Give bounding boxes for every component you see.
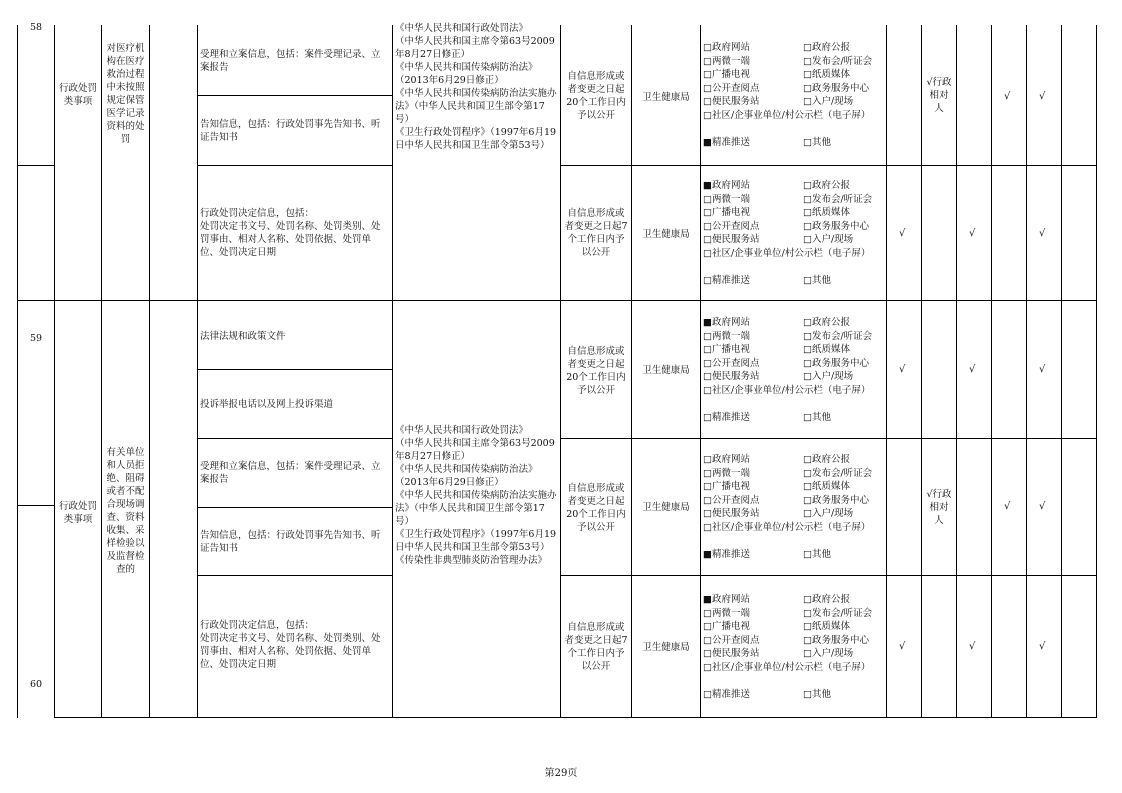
channel-label: 其他 <box>811 549 831 561</box>
channel-label: 精准推送 <box>711 689 750 701</box>
channel-label: 入户/现场 <box>811 96 854 108</box>
checkbox: □ <box>703 220 712 232</box>
grid-line <box>55 717 1096 718</box>
timing-cell: 自信息形成或者变更之日起20个工作日内予以公开 <box>566 71 626 121</box>
channel-label: 公开查阅点 <box>711 494 760 506</box>
subject-cell: 有关单位和人员拒绝、阻碍或者不配合现场调查、资料收集、采样检验以及监督检查的 <box>106 447 145 575</box>
check-mark: √ <box>969 641 976 652</box>
category-cell: 行政处罚类事项 <box>58 501 97 525</box>
checkbox: □ <box>803 454 812 465</box>
channel-label: 两微一端 <box>711 193 750 205</box>
check-mark: √ <box>1039 228 1046 239</box>
channel-label: 入户/现场 <box>811 234 854 246</box>
grid-line <box>197 165 392 166</box>
content-cell: 告知信息，包括：行政处罚事先告知书、听证告知书 <box>200 119 381 143</box>
checkbox: □ <box>803 607 812 619</box>
checkbox: □ <box>703 662 712 673</box>
channel-label: 发布会/听证会 <box>811 467 873 479</box>
grid-line <box>17 505 54 506</box>
channel-label: 社区/企事业单位/村公示栏（电子屏） <box>711 662 871 673</box>
checkbox: □ <box>803 82 812 94</box>
timing-cell: 自信息形成或者变更之日起7个工作日内予以公开 <box>564 208 628 258</box>
checkbox: □ <box>803 180 812 191</box>
channel-label: 纸质媒体 <box>811 481 850 493</box>
channel-label: 政务服务中心 <box>811 634 869 646</box>
checkbox: □ <box>703 689 712 701</box>
row-number: 60 <box>29 679 43 690</box>
check-mark: √ <box>899 641 906 652</box>
counterparty-mark: √行政相对人 <box>926 77 952 114</box>
content-cell: 投诉举报电话以及网上投诉渠道 <box>200 399 334 410</box>
grid-line <box>560 25 561 718</box>
checkbox: □ <box>803 344 812 356</box>
checkbox: □ <box>803 55 812 67</box>
channel-label: 政府网站 <box>711 42 750 53</box>
channel-label: 精准推送 <box>711 549 750 561</box>
check-mark: √ <box>899 228 906 239</box>
channel-label: 纸质媒体 <box>811 207 850 219</box>
channel-label: 发布会/听证会 <box>811 55 873 67</box>
grid-line <box>560 575 1096 576</box>
checkbox: □ <box>803 357 812 369</box>
channel-label: 政府网站 <box>711 454 750 465</box>
checkbox: □ <box>803 594 812 605</box>
grid-line <box>101 25 102 718</box>
channel-label: 其他 <box>811 137 831 149</box>
channel-label: 政务服务中心 <box>811 494 869 506</box>
checkbox: □ <box>703 412 712 424</box>
timing-cell: 自信息形成或者变更之日起20个工作日内予以公开 <box>566 346 626 396</box>
timing-cell: 自信息形成或者变更之日起7个工作日内予以公开 <box>564 622 628 672</box>
grid-line <box>392 25 393 718</box>
channel-label: 两微一端 <box>711 55 750 67</box>
grid-line <box>991 25 992 718</box>
grid-line <box>197 369 392 370</box>
checkbox: □ <box>703 234 712 246</box>
channel-label: 政府公报 <box>811 454 850 465</box>
channel-label: 精准推送 <box>711 275 750 287</box>
channel-label: 广播电视 <box>711 621 750 633</box>
grid-line <box>1026 25 1027 718</box>
agency-cell: 卫生健康局 <box>642 502 690 513</box>
checkbox: □ <box>703 522 712 533</box>
grid-line <box>956 25 957 718</box>
content-cell: 告知信息，包括：行政处罚事先告知书、听证告知书 <box>200 530 381 554</box>
channel-label: 广播电视 <box>711 69 750 81</box>
checkbox: □ <box>703 385 712 396</box>
checkbox: ■ <box>703 180 712 191</box>
content-cell: 法律法规和政策文件 <box>200 331 286 342</box>
channel-label: 政府公报 <box>811 42 850 53</box>
grid-line <box>921 25 922 718</box>
grid-line <box>17 25 18 718</box>
checkbox: □ <box>703 69 712 81</box>
check-mark: √ <box>1039 641 1046 652</box>
channel-group <box>703 179 885 293</box>
grid-line <box>54 25 55 718</box>
channel-label: 政府公报 <box>811 317 850 328</box>
grid-line <box>17 165 54 166</box>
page-number: 第29页 <box>544 768 578 779</box>
content-cell: 受理和立案信息，包括：案件受理记录、立案报告 <box>200 461 381 485</box>
checkbox: □ <box>703 110 712 121</box>
checkbox: □ <box>703 648 712 660</box>
category-cell: 行政处罚类事项 <box>58 83 97 107</box>
channel-label: 政务服务中心 <box>811 357 869 369</box>
checkbox: □ <box>803 549 812 561</box>
channel-label: 公开查阅点 <box>711 634 760 646</box>
check-mark: √ <box>1004 501 1011 512</box>
agency-cell: 卫生健康局 <box>642 642 690 653</box>
checkbox: □ <box>703 607 712 619</box>
channel-label: 其他 <box>811 412 831 424</box>
check-mark: √ <box>899 364 906 375</box>
channel-group <box>703 41 885 155</box>
channel-label: 广播电视 <box>711 481 750 493</box>
checkbox: □ <box>703 193 712 205</box>
timing-cell: 自信息形成或者变更之日起20个工作日内予以公开 <box>566 483 626 533</box>
channel-label: 发布会/听证会 <box>811 193 873 205</box>
checkbox: □ <box>703 275 712 287</box>
row-number: 58 <box>29 22 43 33</box>
channel-label: 纸质媒体 <box>811 621 850 633</box>
checkbox: □ <box>703 634 712 646</box>
checkbox: □ <box>703 508 712 520</box>
channel-label: 纸质媒体 <box>811 69 850 81</box>
checkbox: □ <box>803 330 812 342</box>
checkbox: □ <box>803 648 812 660</box>
basis-cell: 《中华人民共和国行政处罚法》 （中华人民共和国主席令第63号2009年8月27日修正） 《中华人民共和国传染病防治法》 （2013年6月29日修正） 《中华人民共和国传染病防治法实施办法》（中华人民共和国卫生部令第17号） 《卫生行政处罚程序》（1997年6月19日中华人民共和国卫生部令第53号） 《传染性非典型肺炎防治管理办法》 <box>395 425 557 566</box>
checkbox: □ <box>703 621 712 633</box>
checkbox: □ <box>703 357 712 369</box>
channel-label: 两微一端 <box>711 607 750 619</box>
channel-label: 便民服务站 <box>711 648 760 660</box>
channel-label: 精准推送 <box>711 137 750 149</box>
agency-cell: 卫生健康局 <box>642 92 690 103</box>
checkbox: □ <box>703 248 712 259</box>
check-mark: √ <box>969 228 976 239</box>
checkbox: □ <box>803 137 812 149</box>
checkbox: □ <box>803 689 812 701</box>
check-mark: √ <box>969 364 976 375</box>
checkbox: □ <box>703 344 712 356</box>
check-mark: √ <box>1039 91 1046 102</box>
channel-group <box>703 453 885 567</box>
channel-label: 发布会/听证会 <box>811 330 873 342</box>
checkbox: □ <box>803 481 812 493</box>
row-number: 59 <box>29 333 43 344</box>
channel-label: 入户/现场 <box>811 508 854 520</box>
grid-line <box>1096 25 1097 718</box>
channel-group <box>703 593 885 707</box>
channel-label: 便民服务站 <box>711 371 760 383</box>
checkbox: □ <box>703 371 712 383</box>
basis-cell: 《中华人民共和国行政处罚法》 （中华人民共和国主席令第63号2009年8月27日修正） 《中华人民共和国传染病防治法》 （2013年6月29日修正） 《中华人民共和国传染病防治法实施办法》（中华人民共和国卫生部令第17号） 《卫生行政处罚程序》（1997年6月19日中华人民共和国卫生部令第53号） <box>395 23 557 151</box>
channel-label: 纸质媒体 <box>811 344 850 356</box>
checkbox: □ <box>803 69 812 81</box>
grid-line <box>17 300 1096 301</box>
channel-label: 广播电视 <box>711 344 750 356</box>
channel-label: 政务服务中心 <box>811 220 869 232</box>
checkbox: □ <box>803 371 812 383</box>
channel-group <box>703 316 885 430</box>
channel-label: 两微一端 <box>711 467 750 479</box>
checkbox: □ <box>803 317 812 328</box>
grid-line <box>197 95 392 96</box>
channel-label: 政务服务中心 <box>811 82 869 94</box>
agency-cell: 卫生健康局 <box>642 365 690 376</box>
checkbox: □ <box>803 412 812 424</box>
checkbox: □ <box>703 494 712 506</box>
channel-label: 政府公报 <box>811 180 850 191</box>
channel-label: 入户/现场 <box>811 371 854 383</box>
content-cell: 行政处罚决定信息，包括： 处罚决定书文号、处罚名称、处罚类别、处罚事由、相对人名称、处罚依据、处罚单位、处罚决定日期 <box>200 620 381 670</box>
channel-label: 政府网站 <box>711 180 750 191</box>
channel-label: 社区/企事业单位/村公示栏（电子屏） <box>711 110 871 121</box>
checkbox: ■ <box>703 594 712 605</box>
checkbox: □ <box>803 207 812 219</box>
grid-line <box>560 165 1096 166</box>
channel-label: 政府公报 <box>811 594 850 605</box>
channel-label: 公开查阅点 <box>711 220 760 232</box>
channel-label: 社区/企事业单位/村公示栏（电子屏） <box>711 522 871 533</box>
checkbox: □ <box>703 467 712 479</box>
checkbox: ■ <box>703 317 712 328</box>
channel-label: 便民服务站 <box>711 234 760 246</box>
channel-label: 便民服务站 <box>711 508 760 520</box>
channel-label: 精准推送 <box>711 412 750 424</box>
channel-label: 公开查阅点 <box>711 82 760 94</box>
checkbox: □ <box>803 193 812 205</box>
channel-label: 公开查阅点 <box>711 357 760 369</box>
checkbox: □ <box>703 96 712 108</box>
content-cell: 受理和立案信息，包括：案件受理记录、立案报告 <box>200 49 381 73</box>
channel-label: 其他 <box>811 275 831 287</box>
subject-cell: 对医疗机构在医疗救治过程中未按照规定保管医学记录资料的处罚 <box>106 43 145 145</box>
grid-line <box>197 25 198 718</box>
agency-cell: 卫生健康局 <box>642 229 690 240</box>
checkbox: □ <box>803 220 812 232</box>
grid-line <box>700 25 701 718</box>
checkbox: □ <box>803 96 812 108</box>
checkbox: □ <box>703 207 712 219</box>
checkbox: □ <box>803 42 812 53</box>
channel-label: 入户/现场 <box>811 648 854 660</box>
checkbox: □ <box>803 634 812 646</box>
channel-label: 广播电视 <box>711 207 750 219</box>
channel-label: 便民服务站 <box>711 96 760 108</box>
grid-line <box>197 575 392 576</box>
grid-line <box>149 25 150 718</box>
counterparty-mark: √行政相对人 <box>926 489 952 526</box>
grid-line <box>197 438 392 439</box>
checkbox: □ <box>803 275 812 287</box>
checkbox: ■ <box>703 137 712 149</box>
channel-label: 社区/企事业单位/村公示栏（电子屏） <box>711 385 871 396</box>
checkbox: □ <box>703 454 712 465</box>
grid-line <box>197 507 392 508</box>
checkbox: ■ <box>703 549 712 561</box>
channel-label: 政府网站 <box>711 317 750 328</box>
channel-label: 发布会/听证会 <box>811 607 873 619</box>
check-mark: √ <box>1004 91 1011 102</box>
checkbox: □ <box>703 481 712 493</box>
checkbox: □ <box>703 82 712 94</box>
checkbox: □ <box>803 508 812 520</box>
checkbox: □ <box>703 42 712 53</box>
grid-line <box>1061 25 1062 718</box>
checkbox: □ <box>803 494 812 506</box>
grid-line <box>560 438 1096 439</box>
checkbox: □ <box>803 234 812 246</box>
channel-label: 社区/企事业单位/村公示栏（电子屏） <box>711 248 871 259</box>
content-cell: 行政处罚决定信息，包括： 处罚决定书文号、处罚名称、处罚类别、处罚事由、相对人名称、处罚依据、处罚单位、处罚决定日期 <box>200 208 381 258</box>
grid-line <box>886 25 887 718</box>
checkbox: □ <box>803 467 812 479</box>
channel-label: 其他 <box>811 689 831 701</box>
check-mark: √ <box>1039 501 1046 512</box>
checkbox: □ <box>703 55 712 67</box>
check-mark: √ <box>1039 364 1046 375</box>
channel-label: 两微一端 <box>711 330 750 342</box>
checkbox: □ <box>803 621 812 633</box>
checkbox: □ <box>703 330 712 342</box>
channel-label: 政府网站 <box>711 594 750 605</box>
